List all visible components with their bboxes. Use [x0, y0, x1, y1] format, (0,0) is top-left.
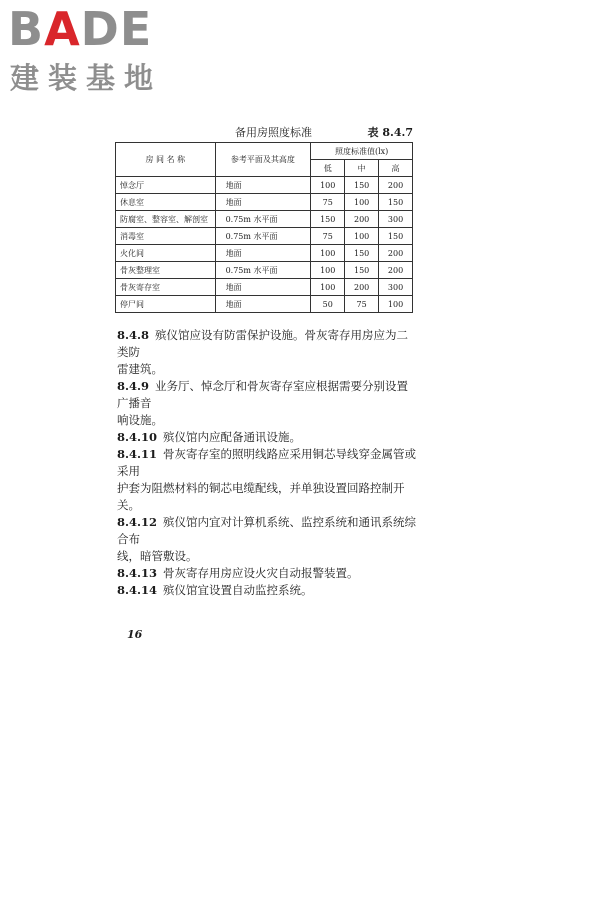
cell-low: 75: [311, 228, 345, 245]
table-row: [116, 177, 413, 194]
cell-low: 100: [311, 262, 345, 279]
cell-room: 休息室: [116, 194, 216, 211]
logo-subtitle: 建装基地: [10, 61, 163, 95]
clause-number: 8.4.8: [117, 328, 150, 342]
page-number: 16: [127, 628, 143, 641]
cell-mid: 150: [345, 245, 379, 262]
bade-logo: [8, 4, 178, 94]
cell-low: 100: [311, 245, 345, 262]
clause-number: 8.4.10: [117, 430, 158, 444]
clause-continuation: 雷建筑。: [117, 362, 163, 376]
cell-high: 100: [379, 296, 413, 313]
cell-mid: 200: [345, 279, 379, 296]
table-row: [116, 296, 413, 313]
cell-high: 300: [379, 279, 413, 296]
cell-high: 150: [379, 194, 413, 211]
cell-low: 75: [311, 194, 345, 211]
clause-number: 8.4.14: [117, 583, 158, 597]
cell-mid: 150: [345, 262, 379, 279]
cell-low: 50: [311, 296, 345, 313]
clause-8-4-13: [117, 565, 417, 582]
cell-mid: 75: [345, 296, 379, 313]
clause-number: 8.4.11: [117, 447, 158, 461]
table-row: [116, 245, 413, 262]
clause-8-4-8: [117, 327, 417, 361]
cell-room: 火化间: [116, 245, 216, 262]
clause-continuation: 响设施。: [117, 413, 163, 427]
clause-list: [117, 327, 417, 599]
cell-high: 300: [379, 211, 413, 228]
cell-high: 200: [379, 245, 413, 262]
header-mid: 中: [345, 160, 379, 177]
clause-8-4-9: [117, 378, 417, 412]
header-lux-group: 照度标准值(lx): [311, 143, 413, 160]
cell-reference: 地面: [215, 279, 311, 296]
clause-text: 业务厅、悼念厅和骨灰寄存室应根据需要分别设置广播音: [117, 379, 409, 410]
clause-text: 殡仪馆宜设置自动监控系统。: [163, 583, 313, 597]
clause-continuation: 护套为阻燃材料的铜芯电缆配线，并单独设置回路控制开关。: [117, 481, 405, 512]
clause-text: 骨灰寄存用房应设火灾自动报警装置。: [163, 566, 359, 580]
cell-reference: 地面: [215, 296, 311, 313]
illuminance-table: [115, 142, 413, 313]
table-caption: [115, 122, 413, 140]
clause-number: 8.4.12: [117, 515, 158, 529]
header-low: 低: [311, 160, 345, 177]
cell-reference: 地面: [215, 245, 311, 262]
cell-reference: 0.75m 水平面: [215, 228, 311, 245]
table-number: 表 8.4.7: [367, 126, 413, 139]
cell-room: 骨灰整理室: [116, 262, 216, 279]
header-room: 房 间 名 称: [116, 143, 216, 177]
cell-high: 200: [379, 177, 413, 194]
table-row: [116, 211, 413, 228]
cell-room: 停尸间: [116, 296, 216, 313]
clause-text: 骨灰寄存室的照明线路应采用铜芯导线穿金属管或采用: [117, 447, 417, 478]
clause-number: 8.4.9: [117, 379, 150, 393]
cell-room: 消毒室: [116, 228, 216, 245]
clause-number: 8.4.13: [117, 566, 158, 580]
cell-room: 防腐室、整容室、解剖室: [116, 211, 216, 228]
table-row: [116, 279, 413, 296]
clause-8-4-10: [117, 429, 417, 446]
clause-text: 殡仪馆内宜对计算机系统、监控系统和通讯系统综合布: [117, 515, 417, 546]
cell-high: 150: [379, 228, 413, 245]
cell-mid: 100: [345, 194, 379, 211]
cell-mid: 100: [345, 228, 379, 245]
cell-mid: 150: [345, 177, 379, 194]
table-row: [116, 194, 413, 211]
cell-reference: 地面: [215, 194, 311, 211]
cell-low: 100: [311, 279, 345, 296]
header-high: 高: [379, 160, 413, 177]
clause-8-4-12: [117, 514, 417, 548]
cell-room: 骨灰寄存室: [116, 279, 216, 296]
clause-text: 殡仪馆应设有防雷保护设施。骨灰寄存用房应为二类防: [117, 328, 409, 359]
cell-mid: 200: [345, 211, 379, 228]
clause-continuation: 线，暗管敷设。: [117, 549, 198, 563]
clause-text: 殡仪馆内应配备通讯设施。: [163, 430, 302, 444]
logo-wordmark: BADE: [8, 2, 153, 56]
table-row: [116, 228, 413, 245]
header-reference: 参考平面及其高度: [215, 143, 311, 177]
clause-8-4-14: [117, 582, 417, 599]
cell-reference: 0.75m 水平面: [215, 262, 311, 279]
cell-room: 悼念厅: [116, 177, 216, 194]
clause-8-4-11: [117, 446, 417, 480]
table-row: [116, 262, 413, 279]
cell-reference: 地面: [215, 177, 311, 194]
cell-high: 200: [379, 262, 413, 279]
cell-low: 100: [311, 177, 345, 194]
cell-reference: 0.75m 水平面: [215, 211, 311, 228]
cell-low: 150: [311, 211, 345, 228]
table-title: 备用房照度标准: [235, 126, 312, 139]
